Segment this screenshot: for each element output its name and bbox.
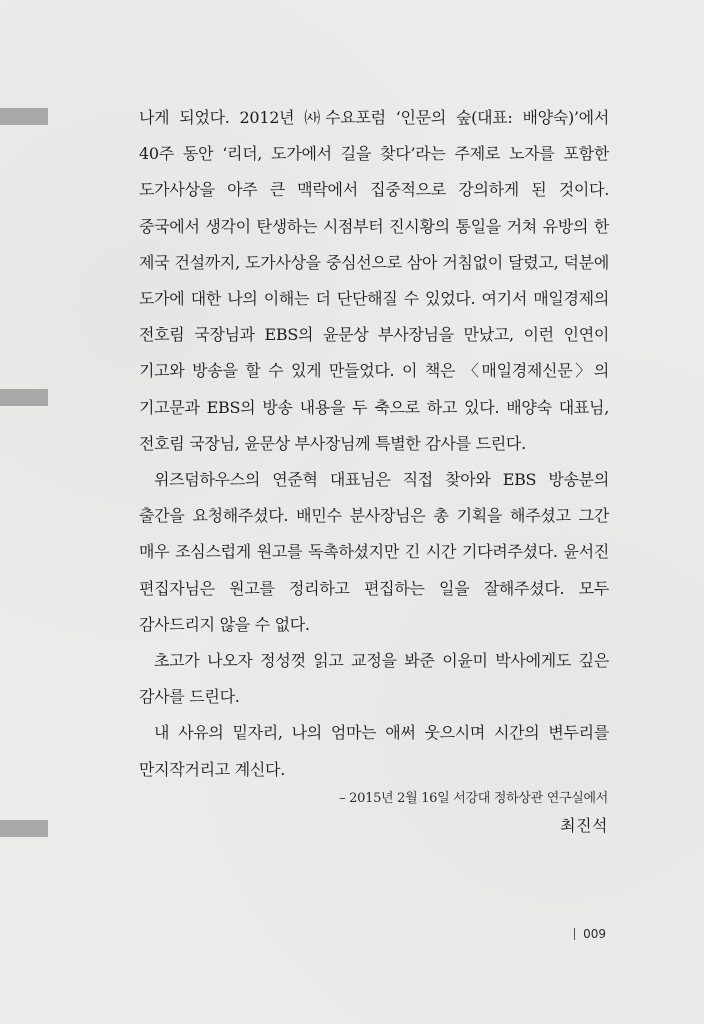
signature-block (339, 788, 608, 840)
body-text (139, 100, 609, 788)
paragraph: 위즈덤하우스의 연준혁 대표님은 직접 찾아와 EBS 방송분의 출간을 요청해주셨다. 배민수 분사장님은 총 기획을 해주셨고 그간 매우 조심스럽게 원고를 독촉하셨지만 긴 시간 기다려주셨다. 윤서진 편집자님은 원고를 정리하고 편집하는 일을 잘해주셨다. 모두 감사드리지 않을 수 없다. (139, 470, 609, 634)
page-number-divider (574, 928, 575, 940)
margin-tab-marker (0, 108, 48, 125)
page-number (574, 927, 606, 941)
signature-date-place: – 2015년 2월 16일 서강대 정하상관 연구실에서 (339, 791, 608, 806)
paragraph: 나게 되었다. 2012년 ㈔수요포럼 ‘인문의 숲(대표: 배양숙)’에서 40주 동안 ‘리더, 도가에서 길을 찾다’라는 주제로 노자를 포함한 도가사상을 아주 큰 맥락에서 집중적으로 강의하게 된 것이다. 중국에서 생각이 탄생하는 시점부터 진시황의 통일을 거쳐 유방의 한 제국 건설까지, 도가사상을 중심선으로 삼아 거침없이 달렸고, 덕분에 도가에 대한 나의 이해는 더 단단해질 수 있었다. 여기서 매일경제의 전호림 국장님과 EBS의 윤문상 부사장님을 만났고, 이런 인연이 기고와 방송을 할 수 있게 만들었다. 이 책은 〈매일경제신문〉의 기고문과 EBS의 방송 내용을 두 축으로 하고 있다. 배양숙 대표님, 전호림 국장님, 윤문상 부사장님께 특별한 감사를 드린다. (139, 108, 609, 453)
signature-author-name: 최진석 (560, 816, 608, 835)
paragraph: 초고가 나오자 정성껏 읽고 교정을 봐준 이윤미 박사에게도 깊은 감사를 드린다. (139, 651, 609, 707)
paragraph: 내 사유의 밑자리, 나의 엄마는 애써 웃으시며 시간의 변두리를 만지작거리고 계신다. (139, 723, 609, 779)
margin-tab-marker (0, 389, 48, 406)
margin-tab-marker (0, 820, 48, 837)
page-number-value: 009 (583, 927, 606, 941)
